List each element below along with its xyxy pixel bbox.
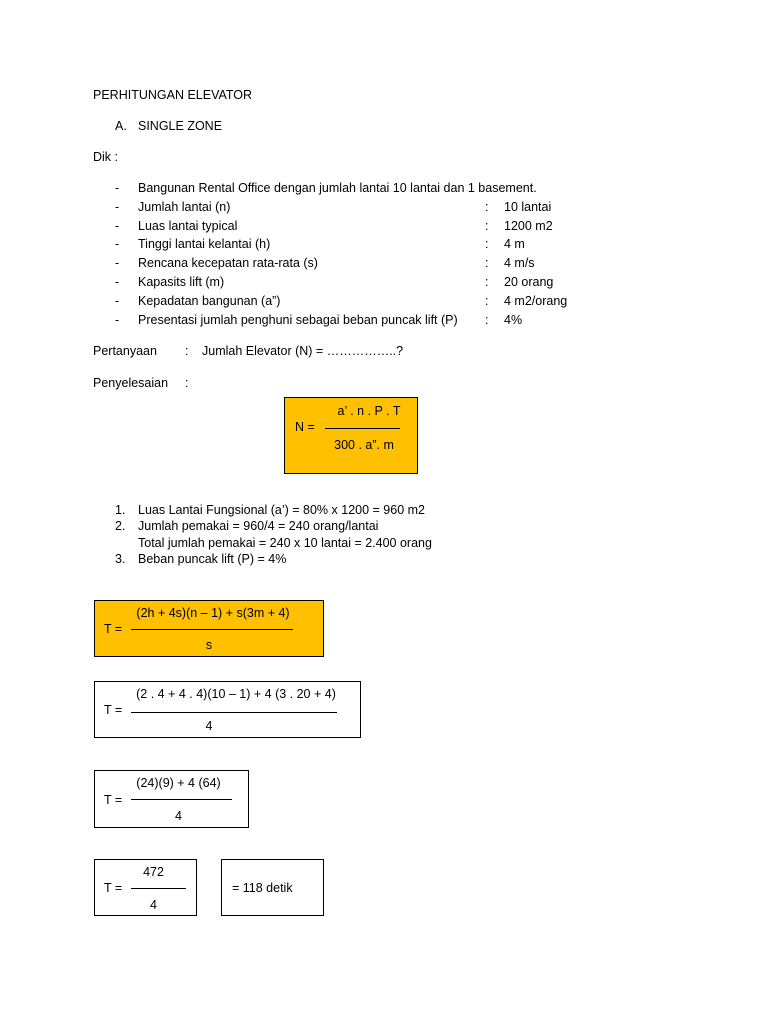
bullet-dash: - <box>115 275 120 289</box>
given-colon: : <box>485 275 489 289</box>
formula-lhs: N = <box>295 420 315 434</box>
bullet-dash: - <box>115 237 120 251</box>
given-row <box>0 313 768 328</box>
section-label: SINGLE ZONE <box>138 119 223 133</box>
result-text: = 118 detik <box>232 881 293 895</box>
formula-t-general-box <box>94 600 324 657</box>
formula-denominator: s <box>205 638 213 652</box>
formula-n-box <box>284 397 418 474</box>
step-row <box>0 519 768 534</box>
given-row <box>0 219 768 234</box>
fraction-bar <box>131 888 186 889</box>
pertanyaan-colon: : <box>185 344 189 358</box>
bullet-dash: - <box>115 294 120 308</box>
given-value: 1200 m2 <box>504 219 553 233</box>
formula-denominator: 4 <box>150 898 157 912</box>
given-label: Presentasi jumlah penghuni sebagai beban puncak lift (P) <box>138 313 458 327</box>
formula-numerator: 472 <box>143 865 164 879</box>
given-colon: : <box>485 313 489 327</box>
given-label: Kapasits lift (m) <box>138 275 225 289</box>
given-label: Jumlah lantai (n) <box>138 200 231 214</box>
bullet-dash: - <box>115 200 120 214</box>
step-row <box>0 503 768 518</box>
dik-label: Dik : <box>93 150 118 164</box>
formula-t-simplified-box <box>94 770 249 828</box>
given-row <box>0 237 768 252</box>
given-row <box>0 275 768 290</box>
pertanyaan-label: Pertanyaan <box>93 344 157 358</box>
bullet-dash: - <box>115 256 120 270</box>
fraction-bar <box>325 428 400 429</box>
given-value: 20 orang <box>504 275 554 289</box>
given-colon: : <box>485 237 489 251</box>
formula-numerator: (24)(9) + 4 (64) <box>136 776 221 790</box>
bullet-dash: - <box>115 181 120 195</box>
given-intro-row <box>0 181 768 196</box>
given-colon: : <box>485 219 489 233</box>
step-text: Luas Lantai Fungsional (a’) = 80% x 1200 = 960 m2 <box>138 503 425 517</box>
formula-numerator: (2 . 4 + 4 . 4)(10 – 1) + 4 (3 . 20 + 4) <box>136 687 336 701</box>
page-title: PERHITUNGAN ELEVATOR <box>93 88 253 102</box>
given-value: 4 m2/orang <box>504 294 568 308</box>
given-colon: : <box>485 200 489 214</box>
formula-t-final-box <box>94 859 197 916</box>
formula-lhs: T = <box>104 622 123 636</box>
fraction-bar <box>131 629 293 630</box>
given-intro-text: Bangunan Rental Office dengan jumlah lantai 10 lantai dan 1 basement. <box>138 181 537 195</box>
formula-lhs: T = <box>104 793 123 807</box>
given-label: Kepadatan bangunan (a”) <box>138 294 281 308</box>
bullet-dash: - <box>115 219 120 233</box>
step-text: Beban puncak lift (P) = 4% <box>138 552 287 566</box>
given-colon: : <box>485 256 489 270</box>
given-label: Rencana kecepatan rata-rata (s) <box>138 256 318 270</box>
penyelesaian-colon: : <box>185 376 189 390</box>
given-value: 4 m/s <box>504 256 535 270</box>
step-row <box>0 536 768 551</box>
formula-denominator: 300 . a”. m <box>334 438 394 452</box>
formula-numerator: a’ . n . P . T <box>337 404 401 418</box>
given-colon: : <box>485 294 489 308</box>
formula-lhs: T = <box>104 703 123 717</box>
result-box <box>221 859 324 916</box>
given-value: 4% <box>504 313 523 327</box>
given-row <box>0 200 768 215</box>
given-value: 4 m <box>504 237 525 251</box>
given-row <box>0 294 768 309</box>
fraction-bar <box>131 712 337 713</box>
step-row <box>0 552 768 567</box>
step-text: Total jumlah pemakai = 240 x 10 lantai = 2.400 orang <box>138 536 432 550</box>
formula-numerator: (2h + 4s)(n – 1) + s(3m + 4) <box>136 606 290 620</box>
section-marker: A. <box>115 119 127 133</box>
step-number: 3. <box>115 552 126 566</box>
given-label: Luas lantai typical <box>138 219 238 233</box>
penyelesaian-label: Penyelesaian <box>93 376 169 390</box>
step-number: 2. <box>115 519 126 533</box>
formula-denominator: 4 <box>205 719 213 733</box>
formula-t-substituted-box <box>94 681 361 738</box>
step-number: 1. <box>115 503 126 517</box>
formula-lhs: T = <box>104 881 123 895</box>
formula-denominator: 4 <box>175 809 182 823</box>
bullet-dash: - <box>115 313 120 327</box>
given-row <box>0 256 768 271</box>
given-value: 10 lantai <box>504 200 552 214</box>
pertanyaan-text: Jumlah Elevator (N) = ……………..? <box>202 344 404 358</box>
fraction-bar <box>131 799 232 800</box>
step-text: Jumlah pemakai = 960/4 = 240 orang/lantai <box>138 519 379 533</box>
given-label: Tinggi lantai kelantai (h) <box>138 237 271 251</box>
